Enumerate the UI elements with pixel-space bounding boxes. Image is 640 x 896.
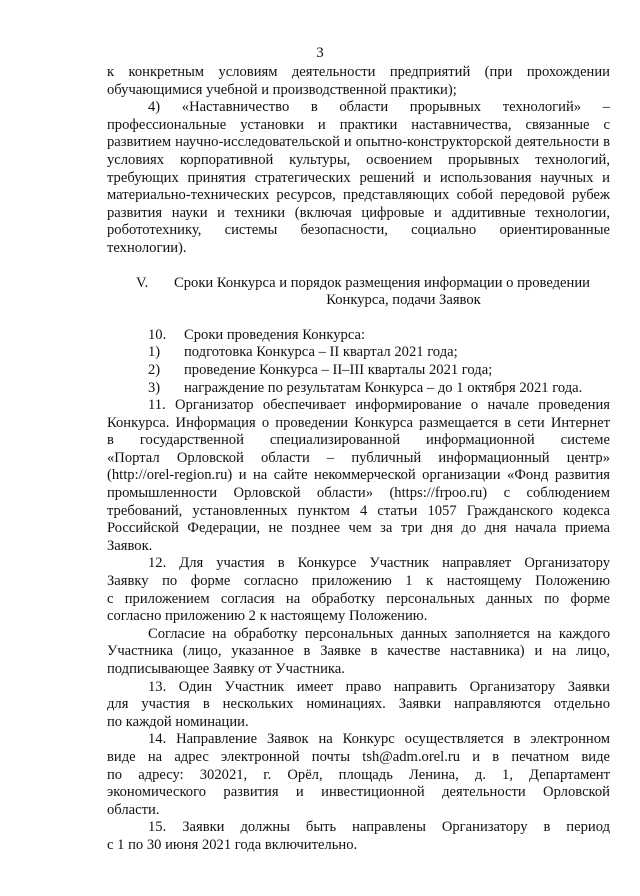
paragraph-12-consent — [107, 626, 610, 679]
section-title-line: Сроки Конкурса и порядок размещения информации о проведении — [174, 274, 590, 291]
text-line: к конкретным условиям деятельности предприятий (при прохождении — [107, 64, 610, 80]
list-item — [107, 362, 610, 380]
text-line: профессиональные установки и практики наставничества, связанные с — [107, 116, 610, 133]
item-text: Сроки проведения Конкурса: — [184, 326, 366, 343]
text-line: 15. Заявки должны быть направлены Организатору в период — [148, 819, 610, 836]
text-line: обучающимися учебной и производственной практики); — [107, 81, 457, 98]
text-line: с 1 по 30 июня 2021 года включительно. — [107, 836, 358, 853]
text-line: 13. Один Участник имеет право направить Организатору Заявки — [148, 678, 610, 695]
text-line: требований, установленных пунктом 4 статьи 1057 Гражданского кодекса — [107, 502, 610, 519]
item-number: 1) — [148, 344, 161, 361]
text-line: Конкурса. Информация о проведении Конкурса размещается в сети Интернет — [107, 414, 610, 431]
text-line: экономического развития и инвестиционной деятельности Орловской — [107, 784, 610, 801]
section-heading — [107, 275, 610, 310]
text-line: Участника (лицо, указанное в Заявке в качестве наставника) и на лицо, — [107, 643, 610, 660]
section-number: V. — [136, 274, 149, 291]
text-line: 11. Организатор обеспечивает информирование о начале проведения — [148, 397, 610, 414]
text-line: виде на адрес электронной почты tsh@adm.orel.ru и в печатном виде — [107, 748, 610, 765]
text-line: Заявку по форме согласно приложению 1 к настоящему Положению — [107, 573, 610, 590]
text-line: (http://orel-region.ru) и на сайте некоммерческой организации «Фонд развития — [107, 467, 610, 484]
text-line: робототехнику, системы безопасности, социально ориентированные — [107, 222, 610, 239]
item-text: подготовка Конкурса – II квартал 2021 года; — [184, 344, 458, 361]
text-line: «Портал Орловской области – публичный информационный центр» — [107, 449, 610, 466]
text-line: Заявок. — [107, 537, 153, 554]
text-line: в государственной специализированной информационной системе — [107, 432, 610, 449]
text-line: 12. Для участия в Конкурсе Участник направляет Организатору — [148, 555, 610, 572]
text-line: по каждой номинации. — [107, 713, 249, 730]
text-line: технологии). — [107, 239, 187, 256]
text-line: подписывающее Заявку от Участника. — [107, 661, 345, 677]
item-number: 2) — [148, 361, 161, 378]
paragraph-15 — [107, 819, 610, 854]
text-line: Согласие на обработку персональных данных заполняется на каждого — [148, 625, 610, 642]
text-line: области. — [107, 801, 160, 818]
list-item — [107, 327, 610, 345]
text-line: требующих принятия стратегических решений и использования научных и — [107, 169, 610, 186]
text-line: для участия в нескольких номинациях. Заявки направляются отдельно — [107, 696, 610, 713]
text-line: условиях корпоративной культуры, освоением прорывных технологий, — [107, 151, 610, 168]
paragraph-item-4 — [107, 99, 610, 257]
text-line: 14. Направление Заявок на Конкурс осуществляется в электронном — [148, 731, 610, 748]
paragraph-11 — [107, 397, 610, 555]
item-number: 10. — [148, 326, 167, 343]
paragraph-13 — [107, 679, 610, 732]
list-item — [107, 344, 610, 362]
paragraph-10 — [107, 327, 610, 397]
text-line: материально-технических ресурсов, представляющих собой передовой рубеж — [107, 187, 610, 204]
text-line: развития науки и техники (включая цифровые и аддитивные технологии, — [107, 204, 610, 221]
item-text: награждение по результатам Конкурса – до 1 октября 2021 года. — [184, 379, 583, 396]
text-line: 4) «Наставничество в области прорывных технологий» – — [148, 99, 610, 116]
item-number: 3) — [148, 379, 161, 396]
document-body — [107, 64, 610, 855]
section-title-line: Конкурса, подачи Заявок — [326, 292, 481, 309]
text-line: по адресу: 302021, г. Орёл, площадь Ленина, д. 1, Департамент — [107, 766, 610, 783]
paragraph-12 — [107, 555, 610, 625]
text-line: с приложением согласия на обработку персональных данных по форме — [107, 590, 610, 607]
text-line: Российской Федерации, не позднее чем за три дня до дня начала приема — [107, 520, 610, 537]
text-line: развитием научно-исследовательской и опытно-конструкторской деятельности в — [107, 134, 610, 151]
item-text: проведение Конкурса – II–III кварталы 2021 года; — [184, 361, 493, 378]
paragraph-14 — [107, 731, 610, 819]
list-item — [107, 380, 610, 398]
text-line: согласно приложению 2 к настоящему Положению. — [107, 608, 428, 625]
page-number: 3 — [316, 45, 324, 61]
text-line: промышленности Орловской области» (https://frpoo.ru) с соблюдением — [107, 485, 610, 502]
